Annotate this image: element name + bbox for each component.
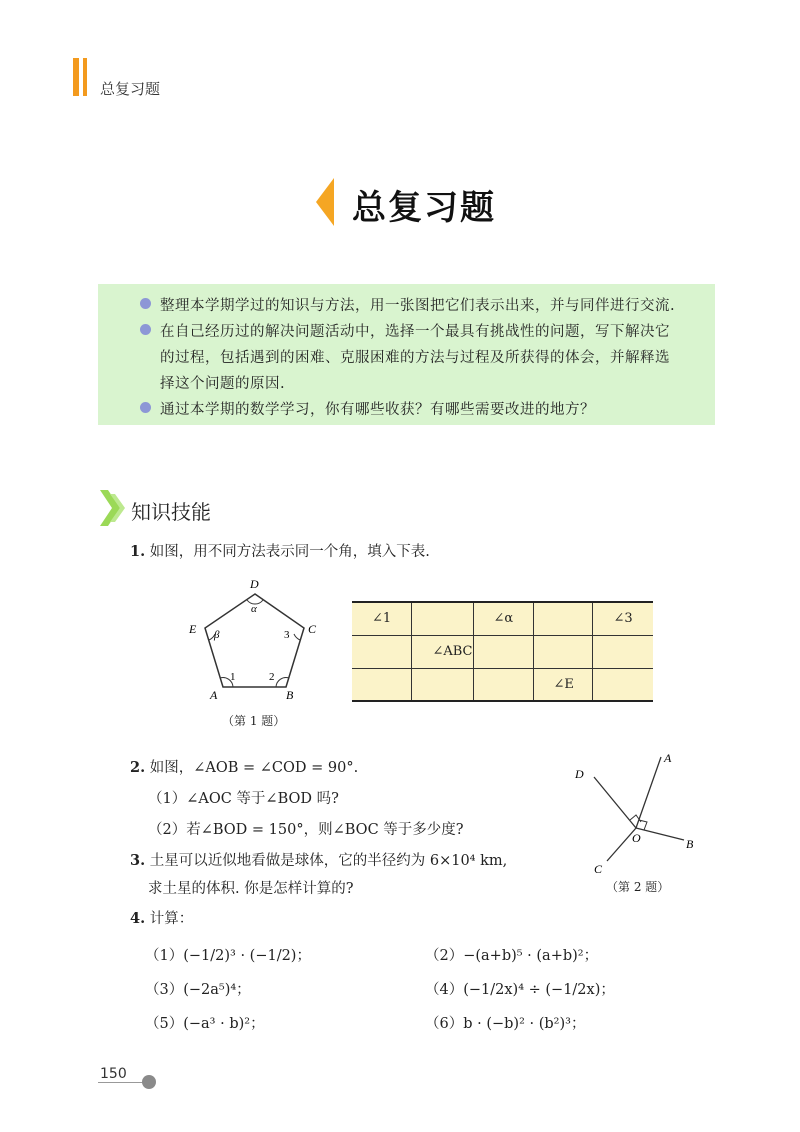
review-box	[98, 284, 715, 425]
question-2-sub-1: （1）∠AOC 等于∠BOD 吗?	[148, 791, 339, 807]
table-cell[interactable]	[593, 635, 653, 668]
table-cell[interactable]: ∠ABC	[412, 635, 473, 668]
table-cell[interactable]	[533, 602, 593, 635]
label-B: B	[286, 688, 294, 702]
table-cell[interactable]	[412, 668, 473, 701]
bullet-icon	[140, 402, 151, 413]
question-3-line-2: 求土星的体积. 你是怎样计算的?	[148, 881, 354, 897]
question-1: 1. 如图，用不同方法表示同一个角，填入下表.	[130, 543, 430, 560]
header-accent-bar-2	[83, 58, 87, 96]
label-3: 3	[284, 629, 290, 641]
review-item-2: 在自己经历过的解决问题活动中，选择一个最具有挑战性的问题，写下解决它	[160, 320, 670, 341]
label-A: A	[210, 688, 218, 702]
table-cell[interactable]	[352, 668, 412, 701]
table-row	[352, 635, 653, 668]
review-item-2-cont2: 择这个问题的原因.	[160, 376, 286, 392]
question-4-item-1: （1）(−1/2)³ · (−1/2)；	[145, 948, 311, 964]
label-beta: β	[214, 629, 220, 641]
table-cell[interactable]	[533, 635, 593, 668]
label-O: O	[632, 831, 641, 845]
footer-rule	[98, 1082, 148, 1083]
page-title: 总复习题	[352, 188, 496, 228]
question-4: 4. 计算：	[130, 910, 194, 927]
label-D: D	[250, 577, 259, 591]
question-4-item-3: （3）(−2a⁵)⁴；	[145, 982, 251, 998]
bullet-icon	[140, 324, 151, 335]
label-D: D	[575, 767, 584, 781]
table-cell[interactable]	[473, 668, 533, 701]
figure-1-caption: （第 1 题）	[222, 714, 286, 728]
question-4-item-2: （2）−(a+b)⁵ · (a+b)²；	[425, 948, 599, 964]
label-E: E	[189, 622, 197, 636]
table-cell[interactable]: ∠1	[352, 602, 412, 635]
question-4-item-5: （5）(−a³ · b)²；	[145, 1016, 265, 1032]
review-item-3: 通过本学期的数学学习，你有哪些收获？有哪些需要改进的地方？	[160, 398, 595, 419]
label-C: C	[308, 622, 317, 636]
label-1: 1	[230, 671, 236, 683]
header-accent-bar	[73, 58, 79, 96]
angle-figure	[570, 748, 700, 878]
table-cell[interactable]: ∠E	[533, 668, 593, 701]
label-C: C	[594, 862, 603, 876]
bullet-icon	[140, 298, 151, 309]
running-title: 总复习题	[100, 80, 161, 98]
pentagon-figure	[180, 572, 330, 704]
table-cell[interactable]: ∠α	[473, 602, 533, 635]
figure-2-caption: （第 2 题）	[606, 880, 670, 894]
label-2: 2	[269, 671, 275, 683]
table-row	[352, 668, 653, 701]
label-A: A	[664, 751, 672, 765]
page-number: 150	[100, 1066, 127, 1082]
table-cell[interactable]	[473, 635, 533, 668]
section-title: 知识技能	[131, 500, 211, 524]
angle-table	[352, 601, 653, 702]
table-cell[interactable]	[352, 635, 412, 668]
question-2-sub-2: （2）若∠BOD = 150°，则∠BOC 等于多少度?	[148, 822, 464, 838]
title-triangle-icon	[316, 178, 334, 226]
table-cell[interactable]: ∠3	[593, 602, 653, 635]
question-4-item-6: （6）b · (−b)² · (b²)³；	[425, 1016, 586, 1032]
review-item-1: 整理本学期学过的知识与方法，用一张图把它们表示出来，并与同伴进行交流.	[160, 294, 675, 315]
question-2: 2. 如图，∠AOB = ∠COD = 90°.	[130, 759, 359, 776]
question-3: 3. 土星可以近似地看做是球体，它的半径约为 6×10⁴ km,	[130, 852, 508, 869]
label-B: B	[686, 837, 694, 851]
question-4-item-4: （4）(−1/2x)⁴ ÷ (−1/2x)；	[425, 982, 615, 998]
table-row	[352, 602, 653, 635]
page-dot-icon	[142, 1075, 156, 1089]
label-alpha: α	[251, 603, 257, 615]
table-cell[interactable]	[412, 602, 473, 635]
section-chevron-icon	[100, 490, 130, 526]
table-cell[interactable]	[593, 668, 653, 701]
review-item-2-cont: 的过程，包括遇到的困难、克服困难的方法与过程及所获得的体会，并解释选	[160, 350, 670, 366]
